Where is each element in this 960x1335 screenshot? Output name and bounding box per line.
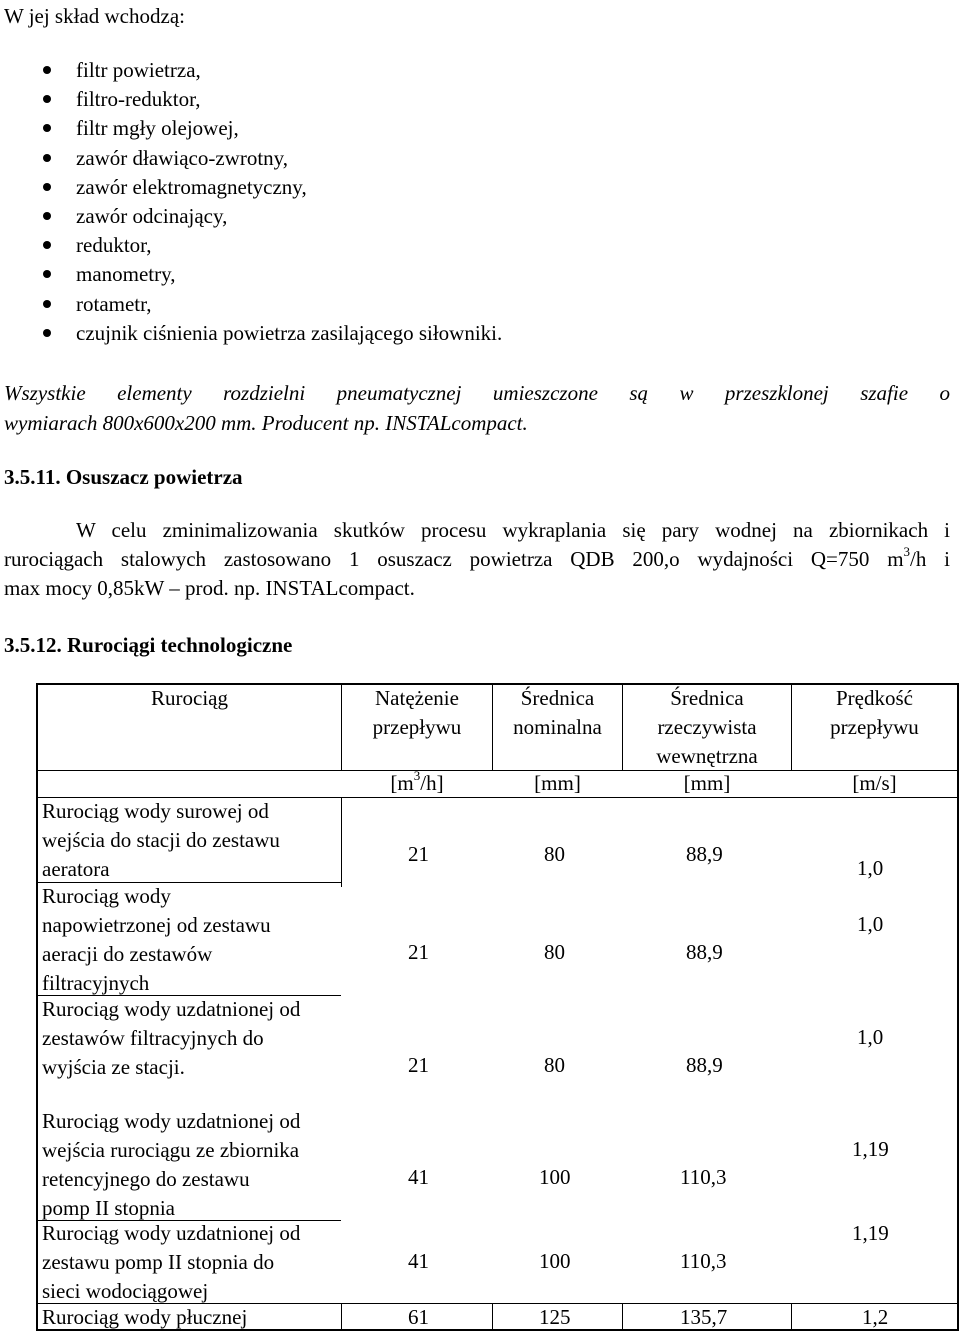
cell-velocity: 1,2 — [862, 1305, 889, 1329]
section-heading-pipelines: 3.5.12. Rurociągi technologiczne — [4, 633, 293, 657]
list-item: filtr mgły olejowej, — [0, 114, 502, 143]
bullet-icon — [43, 154, 51, 162]
table-divider — [341, 1303, 342, 1331]
cell-flow: 61 — [408, 1305, 429, 1329]
bullet-icon — [43, 329, 51, 337]
cell-velocity: 1,0 — [857, 1025, 884, 1049]
cell-dn: 100 — [539, 1165, 571, 1189]
bullet-icon — [43, 66, 51, 74]
intro-text: W jej skład wchodzą: — [4, 4, 185, 28]
table-divider — [341, 797, 342, 887]
cell-din: 110,3 — [680, 1165, 727, 1189]
table-border — [957, 683, 959, 1331]
cabinet-paragraph: Wszystkie elementy rozdzielni pneumatycznej umieszczone są w przeszklonej szafie o wymiarach 800x600x200 mm. Producent np. INSTALcompact. — [4, 381, 950, 435]
list-item: reduktor, — [0, 231, 502, 260]
unit-velocity: [m/s] — [852, 771, 897, 795]
list-item: manometry, — [0, 260, 502, 289]
table-divider — [492, 1303, 493, 1331]
cell-din: 135,7 — [680, 1305, 728, 1329]
bullet-icon — [43, 270, 51, 278]
table-row-name: Rurociąg wody napowietrzonej od zestawu aeracji do zestawów filtracyjnych — [42, 884, 271, 995]
list-item: czujnik ciśnienia powietrza zasilającego siłowniki. — [0, 319, 502, 348]
list-item: filtr powietrza, — [0, 56, 502, 85]
table-header-velocity: Prędkość przepływu — [830, 686, 919, 739]
bullet-icon — [43, 124, 51, 132]
cell-dn: 125 — [539, 1305, 571, 1329]
cell-din: 88,9 — [686, 940, 723, 964]
bullet-icon — [43, 95, 51, 103]
cell-flow: 41 — [408, 1249, 429, 1273]
table-header-dn: Średnica nominalna — [513, 686, 602, 739]
cell-dn: 80 — [544, 940, 565, 964]
table-divider — [622, 1303, 623, 1331]
cell-velocity: 1,19 — [852, 1137, 889, 1161]
cell-flow: 21 — [408, 940, 429, 964]
dryer-paragraph: W celu zminimalizowania skutków procesu wykraplania się pary wodnej na zbiornikach i rurociągach stalowych zastosowano 1 osuszacz powietrza QDB 200,o wydajności Q=750 $m^3/h$ i max mocy 0,85kW – prod. np. INSTALcompact. — [4, 518, 950, 600]
cell-din: 88,9 — [686, 1053, 723, 1077]
cell-flow: 21 — [408, 1053, 429, 1077]
bullet-icon — [43, 241, 51, 249]
table-row-name: Rurociąg wody surowej od wejścia do stacji do zestawu aeratora — [42, 799, 280, 881]
bullet-icon — [43, 300, 51, 308]
cell-dn: 100 — [539, 1249, 571, 1273]
table-border — [36, 683, 38, 1331]
table-divider — [791, 1303, 792, 1331]
list-item: filtro-reduktor, — [0, 85, 502, 114]
bullet-icon — [43, 183, 51, 191]
cell-din: 88,9 — [686, 842, 723, 866]
cell-dn: 80 — [544, 1053, 565, 1077]
section-heading-dryer: 3.5.11. Osuszacz powietrza — [4, 465, 243, 489]
cell-flow: 41 — [408, 1165, 429, 1189]
component-list — [0, 56, 502, 348]
unit-flow: $[m^3/h]$ — [390, 768, 444, 795]
bullet-icon — [43, 212, 51, 220]
table-header-din: Średnica rzeczywista wewnętrzna — [656, 686, 758, 768]
cell-flow: 21 — [408, 842, 429, 866]
cell-velocity: 1,19 — [852, 1221, 889, 1245]
list-item: zawór dławiąco-zwrotny, — [0, 144, 502, 173]
cell-din: 110,3 — [680, 1249, 727, 1273]
table-row-name: Rurociąg wody uzdatnionej od zestawów filtracyjnych do wyjścia ze stacji. — [42, 997, 301, 1079]
list-item: zawór odcinający, — [0, 202, 502, 231]
pipelines-table — [36, 683, 959, 1331]
cell-dn: 80 — [544, 842, 565, 866]
table-row-name: Rurociąg wody uzdatnionej od zestawu pomp II stopnia do sieci wodociągowej — [42, 1221, 301, 1303]
table-row-name: Rurociąg wody uzdatnionej od wejścia rurociągu ze zbiornika retencyjnego do zestawu pomp II stopnia — [42, 1109, 301, 1220]
table-header-flow: Natężenie przepływu — [372, 686, 462, 739]
unit-din: [mm] — [683, 771, 731, 795]
table-row-name: Rurociąg wody płucznej — [42, 1305, 248, 1329]
table-header-pipeline: Rurociąg — [151, 686, 228, 710]
list-item: zawór elektromagnetyczny, — [0, 173, 502, 202]
cell-velocity: 1,0 — [857, 912, 884, 936]
list-item: rotametr, — [0, 290, 502, 319]
cell-velocity: 1,0 — [857, 856, 884, 880]
unit-dn: [mm] — [534, 771, 581, 795]
